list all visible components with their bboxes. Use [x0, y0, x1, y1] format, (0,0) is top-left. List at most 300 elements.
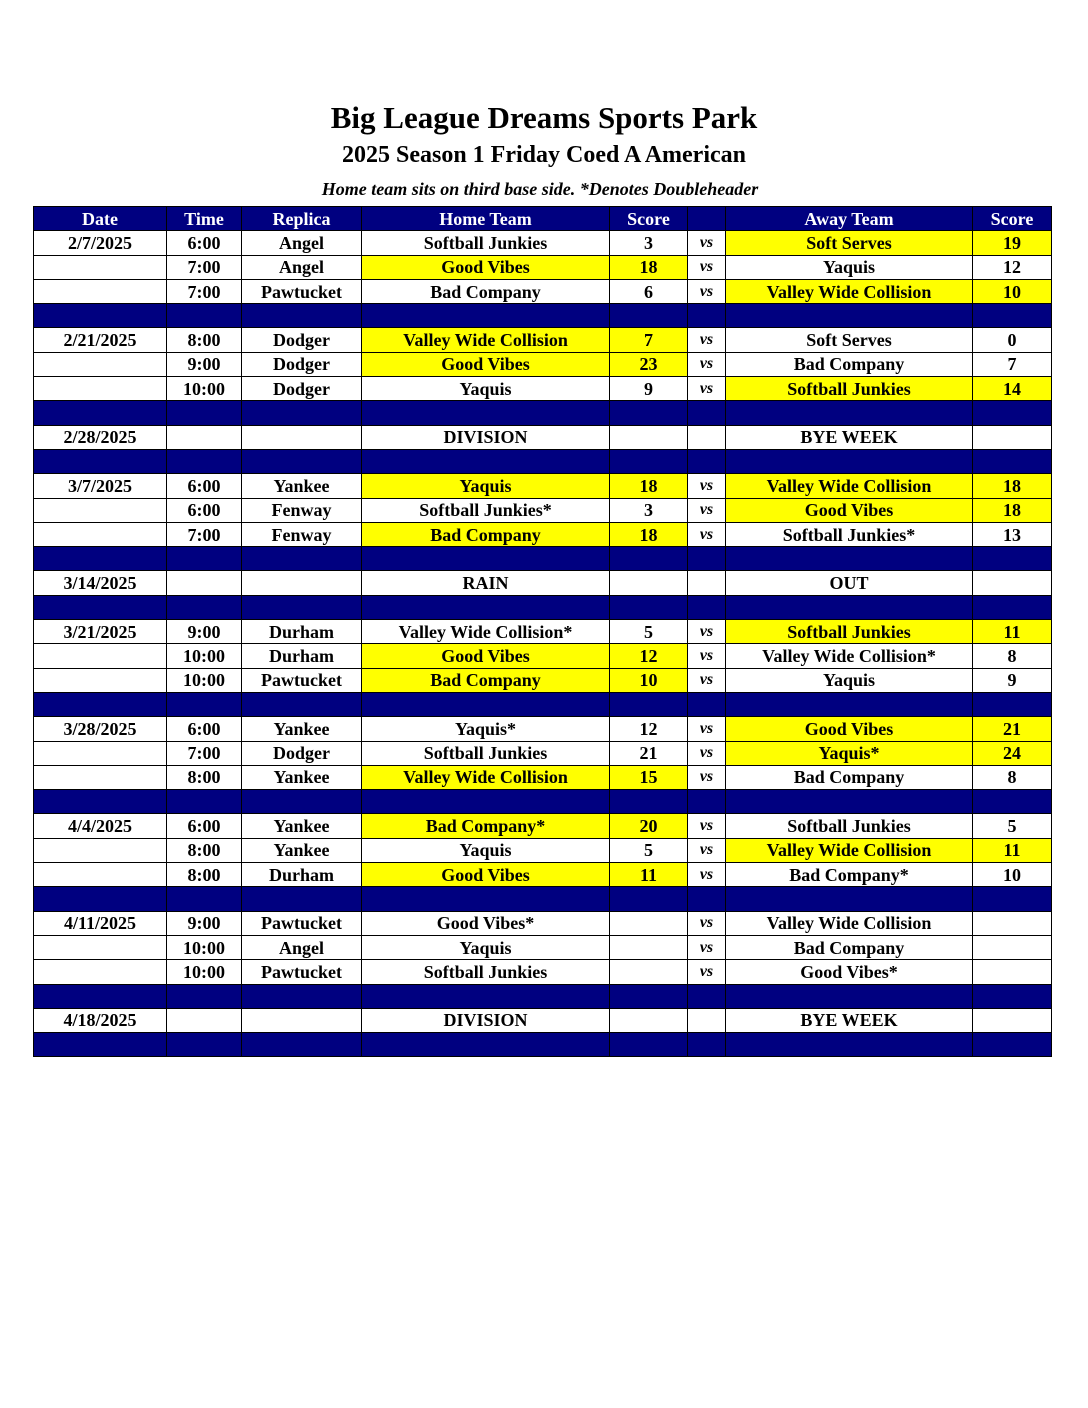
vs-cell	[688, 425, 726, 449]
separator-cell	[242, 692, 362, 716]
replica-cell: Angel	[242, 231, 362, 255]
separator-cell	[167, 595, 242, 619]
separator-cell	[34, 449, 167, 473]
date-cell: 4/11/2025	[34, 911, 167, 935]
replica-cell: Yankee	[242, 717, 362, 741]
away-team-cell: Soft Serves	[726, 231, 973, 255]
vs-cell: vs	[688, 328, 726, 352]
time-cell: 9:00	[167, 352, 242, 376]
vs-cell: vs	[688, 644, 726, 668]
away-team-cell: Yaquis	[726, 255, 973, 279]
separator-cell	[242, 547, 362, 571]
separator-cell	[167, 449, 242, 473]
home-score-cell: 12	[610, 717, 688, 741]
col-date: Date	[34, 207, 167, 231]
home-team-cell: Valley Wide Collision*	[362, 620, 610, 644]
date-cell: 2/28/2025	[34, 425, 167, 449]
home-team-cell: Bad Company	[362, 668, 610, 692]
away-score-cell: 18	[973, 474, 1052, 498]
separator-cell	[973, 1033, 1052, 1057]
separator-cell	[362, 547, 610, 571]
game-row	[34, 352, 1052, 376]
separator-cell	[167, 304, 242, 328]
away-team-cell: Yaquis	[726, 668, 973, 692]
away-score-cell: 18	[973, 498, 1052, 522]
away-score-cell	[973, 935, 1052, 959]
home-team-cell: Bad Company*	[362, 814, 610, 838]
away-score-cell: 7	[973, 352, 1052, 376]
separator-cell	[242, 401, 362, 425]
time-cell: 6:00	[167, 474, 242, 498]
date-cell: 4/18/2025	[34, 1008, 167, 1032]
separator-cell	[34, 984, 167, 1008]
separator-row	[34, 449, 1052, 473]
home-score-cell: 21	[610, 741, 688, 765]
home-team-cell: Good Vibes	[362, 352, 610, 376]
home-score-cell: 3	[610, 231, 688, 255]
separator-cell	[973, 595, 1052, 619]
game-row	[34, 668, 1052, 692]
replica-cell: Pawtucket	[242, 911, 362, 935]
home-team-cell: Softball Junkies	[362, 741, 610, 765]
replica-cell	[242, 425, 362, 449]
game-row	[34, 498, 1052, 522]
separator-cell	[726, 790, 973, 814]
game-row	[34, 377, 1052, 401]
home-team-cell: Yaquis	[362, 935, 610, 959]
vs-cell: vs	[688, 352, 726, 376]
date-cell	[34, 863, 167, 887]
home-score-cell: 9	[610, 377, 688, 401]
time-cell: 10:00	[167, 644, 242, 668]
separator-cell	[726, 401, 973, 425]
game-row	[34, 960, 1052, 984]
away-team-cell: Bad Company	[726, 765, 973, 789]
game-row	[34, 279, 1052, 303]
home-score-cell: 15	[610, 765, 688, 789]
game-row	[34, 644, 1052, 668]
away-team-cell: Valley Wide Collision	[726, 911, 973, 935]
time-cell	[167, 571, 242, 595]
time-cell: 6:00	[167, 231, 242, 255]
separator-cell	[362, 304, 610, 328]
vs-cell: vs	[688, 863, 726, 887]
away-team-cell: Softball Junkies*	[726, 522, 973, 546]
replica-cell: Dodger	[242, 377, 362, 401]
replica-cell: Dodger	[242, 352, 362, 376]
home-team-cell: Bad Company	[362, 279, 610, 303]
date-cell	[34, 522, 167, 546]
date-cell: 3/7/2025	[34, 474, 167, 498]
away-score-cell	[973, 425, 1052, 449]
separator-cell	[362, 401, 610, 425]
away-score-cell: 8	[973, 765, 1052, 789]
replica-cell: Angel	[242, 935, 362, 959]
page-title: Big League Dreams Sports Park	[330, 100, 758, 135]
separator-cell	[242, 984, 362, 1008]
home-score-cell	[610, 960, 688, 984]
away-score-cell	[973, 1008, 1052, 1032]
col-home-team: Home Team	[362, 207, 610, 231]
vs-cell: vs	[688, 668, 726, 692]
home-score-cell: 7	[610, 328, 688, 352]
away-team-cell: Bad Company	[726, 935, 973, 959]
home-team-cell: Yaquis	[362, 474, 610, 498]
away-team-cell: Good Vibes*	[726, 960, 973, 984]
separator-cell	[973, 984, 1052, 1008]
time-cell: 8:00	[167, 765, 242, 789]
separator-cell	[688, 790, 726, 814]
away-team-cell: Bad Company	[726, 352, 973, 376]
replica-cell: Fenway	[242, 498, 362, 522]
away-team-cell: Valley Wide Collision	[726, 279, 973, 303]
date-cell	[34, 352, 167, 376]
replica-cell: Dodger	[242, 328, 362, 352]
away-notice: OUT	[726, 571, 973, 595]
vs-cell: vs	[688, 741, 726, 765]
time-cell: 6:00	[167, 717, 242, 741]
vs-cell	[688, 1008, 726, 1032]
game-row	[34, 911, 1052, 935]
away-score-cell	[973, 571, 1052, 595]
separator-cell	[688, 304, 726, 328]
separator-cell	[362, 692, 610, 716]
away-team-cell: Good Vibes	[726, 498, 973, 522]
separator-cell	[167, 692, 242, 716]
date-cell	[34, 644, 167, 668]
away-score-cell: 14	[973, 377, 1052, 401]
home-team-cell: Good Vibes*	[362, 911, 610, 935]
separator-cell	[973, 449, 1052, 473]
home-score-cell: 5	[610, 838, 688, 862]
home-score-cell: 12	[610, 644, 688, 668]
separator-cell	[726, 887, 973, 911]
game-row	[34, 522, 1052, 546]
time-cell: 7:00	[167, 741, 242, 765]
separator-cell	[610, 790, 688, 814]
away-team-cell: Softball Junkies	[726, 814, 973, 838]
away-score-cell: 11	[973, 838, 1052, 862]
away-score-cell: 5	[973, 814, 1052, 838]
home-score-cell	[610, 571, 688, 595]
date-cell: 3/28/2025	[34, 717, 167, 741]
away-team-cell: Soft Serves	[726, 328, 973, 352]
separator-cell	[167, 887, 242, 911]
replica-cell: Yankee	[242, 474, 362, 498]
game-row	[34, 328, 1052, 352]
separator-cell	[34, 401, 167, 425]
vs-cell: vs	[688, 474, 726, 498]
separator-cell	[610, 1033, 688, 1057]
replica-cell: Yankee	[242, 838, 362, 862]
game-row	[34, 935, 1052, 959]
vs-cell: vs	[688, 717, 726, 741]
separator-row	[34, 887, 1052, 911]
separator-cell	[167, 790, 242, 814]
notice-row	[34, 425, 1052, 449]
home-score-cell: 23	[610, 352, 688, 376]
home-score-cell: 18	[610, 255, 688, 279]
separator-cell	[34, 887, 167, 911]
time-cell: 6:00	[167, 814, 242, 838]
away-score-cell: 10	[973, 279, 1052, 303]
time-cell: 10:00	[167, 668, 242, 692]
separator-cell	[167, 1033, 242, 1057]
time-cell: 10:00	[167, 935, 242, 959]
away-team-cell: Yaquis*	[726, 741, 973, 765]
away-team-cell: Bad Company*	[726, 863, 973, 887]
separator-cell	[726, 304, 973, 328]
separator-cell	[973, 401, 1052, 425]
separator-cell	[726, 692, 973, 716]
away-notice: BYE WEEK	[726, 425, 973, 449]
separator-cell	[167, 984, 242, 1008]
vs-cell: vs	[688, 255, 726, 279]
home-team-cell: Valley Wide Collision	[362, 765, 610, 789]
separator-cell	[688, 595, 726, 619]
away-team-cell: Valley Wide Collision*	[726, 644, 973, 668]
separator-cell	[242, 595, 362, 619]
game-row	[34, 717, 1052, 741]
game-row	[34, 765, 1052, 789]
separator-cell	[688, 449, 726, 473]
away-team-cell: Valley Wide Collision	[726, 838, 973, 862]
replica-cell: Durham	[242, 620, 362, 644]
separator-cell	[34, 692, 167, 716]
date-cell: 3/21/2025	[34, 620, 167, 644]
separator-cell	[726, 984, 973, 1008]
time-cell: 6:00	[167, 498, 242, 522]
home-score-cell: 20	[610, 814, 688, 838]
separator-cell	[726, 547, 973, 571]
date-cell	[34, 377, 167, 401]
col-away-team: Away Team	[726, 207, 973, 231]
separator-cell	[242, 790, 362, 814]
separator-cell	[167, 547, 242, 571]
separator-row	[34, 790, 1052, 814]
date-cell	[34, 498, 167, 522]
home-team-cell: Good Vibes	[362, 644, 610, 668]
date-cell	[34, 765, 167, 789]
separator-row	[34, 1033, 1052, 1057]
home-notice: DIVISION	[362, 425, 610, 449]
game-row	[34, 741, 1052, 765]
vs-cell: vs	[688, 935, 726, 959]
separator-cell	[610, 304, 688, 328]
replica-cell: Pawtucket	[242, 960, 362, 984]
header-row	[34, 207, 1052, 231]
away-score-cell: 10	[973, 863, 1052, 887]
replica-cell: Durham	[242, 863, 362, 887]
separator-cell	[688, 547, 726, 571]
date-cell: 2/7/2025	[34, 231, 167, 255]
separator-row	[34, 304, 1052, 328]
date-cell: 2/21/2025	[34, 328, 167, 352]
away-team-cell: Good Vibes	[726, 717, 973, 741]
separator-cell	[242, 1033, 362, 1057]
col-home-score: Score	[610, 207, 688, 231]
separator-cell	[688, 984, 726, 1008]
away-score-cell: 8	[973, 644, 1052, 668]
game-row	[34, 814, 1052, 838]
away-score-cell: 13	[973, 522, 1052, 546]
time-cell	[167, 425, 242, 449]
time-cell: 8:00	[167, 863, 242, 887]
game-row	[34, 255, 1052, 279]
away-score-cell: 24	[973, 741, 1052, 765]
separator-cell	[726, 1033, 973, 1057]
separator-cell	[610, 984, 688, 1008]
home-score-cell	[610, 935, 688, 959]
replica-cell: Yankee	[242, 814, 362, 838]
home-notice: DIVISION	[362, 1008, 610, 1032]
away-notice: BYE WEEK	[726, 1008, 973, 1032]
home-score-cell	[610, 1008, 688, 1032]
vs-cell	[688, 571, 726, 595]
home-score-cell: 6	[610, 279, 688, 303]
away-team-cell: Softball Junkies	[726, 377, 973, 401]
replica-cell: Durham	[242, 644, 362, 668]
game-row	[34, 863, 1052, 887]
separator-cell	[610, 449, 688, 473]
vs-cell: vs	[688, 522, 726, 546]
vs-cell: vs	[688, 279, 726, 303]
date-cell	[34, 741, 167, 765]
separator-cell	[362, 887, 610, 911]
home-team-cell: Yaquis	[362, 838, 610, 862]
separator-cell	[610, 692, 688, 716]
date-cell	[34, 668, 167, 692]
separator-cell	[242, 304, 362, 328]
date-cell	[34, 279, 167, 303]
vs-cell: vs	[688, 960, 726, 984]
game-row	[34, 838, 1052, 862]
separator-cell	[688, 401, 726, 425]
separator-cell	[362, 1033, 610, 1057]
separator-row	[34, 547, 1052, 571]
date-cell	[34, 838, 167, 862]
separator-cell	[973, 304, 1052, 328]
away-score-cell: 9	[973, 668, 1052, 692]
separator-cell	[34, 1033, 167, 1057]
vs-cell: vs	[688, 620, 726, 644]
separator-cell	[610, 595, 688, 619]
col-replica: Replica	[242, 207, 362, 231]
col-away-score: Score	[973, 207, 1052, 231]
home-score-cell: 5	[610, 620, 688, 644]
schedule-table	[33, 206, 1052, 1057]
separator-cell	[688, 887, 726, 911]
replica-cell: Yankee	[242, 765, 362, 789]
home-score-cell	[610, 425, 688, 449]
time-cell: 8:00	[167, 328, 242, 352]
separator-row	[34, 984, 1052, 1008]
away-score-cell	[973, 960, 1052, 984]
replica-cell	[242, 571, 362, 595]
separator-cell	[167, 401, 242, 425]
home-team-cell: Good Vibes	[362, 255, 610, 279]
vs-cell: vs	[688, 838, 726, 862]
separator-row	[34, 401, 1052, 425]
separator-cell	[242, 887, 362, 911]
vs-cell: vs	[688, 765, 726, 789]
away-score-cell	[973, 911, 1052, 935]
replica-cell: Angel	[242, 255, 362, 279]
replica-cell: Pawtucket	[242, 279, 362, 303]
date-cell	[34, 255, 167, 279]
separator-cell	[688, 692, 726, 716]
separator-cell	[688, 1033, 726, 1057]
home-score-cell: 18	[610, 474, 688, 498]
game-row	[34, 231, 1052, 255]
game-row	[34, 620, 1052, 644]
time-cell: 9:00	[167, 620, 242, 644]
replica-cell: Pawtucket	[242, 668, 362, 692]
date-cell	[34, 960, 167, 984]
separator-row	[34, 692, 1052, 716]
separator-cell	[610, 547, 688, 571]
date-cell: 3/14/2025	[34, 571, 167, 595]
home-score-cell: 18	[610, 522, 688, 546]
time-cell	[167, 1008, 242, 1032]
time-cell: 10:00	[167, 960, 242, 984]
away-score-cell: 12	[973, 255, 1052, 279]
away-score-cell: 11	[973, 620, 1052, 644]
time-cell: 7:00	[167, 522, 242, 546]
vs-cell: vs	[688, 377, 726, 401]
date-cell	[34, 935, 167, 959]
away-team-cell: Valley Wide Collision	[726, 474, 973, 498]
home-team-cell: Good Vibes	[362, 863, 610, 887]
away-score-cell: 19	[973, 231, 1052, 255]
time-cell: 10:00	[167, 377, 242, 401]
vs-cell: vs	[688, 231, 726, 255]
home-score-cell	[610, 911, 688, 935]
separator-cell	[362, 984, 610, 1008]
away-score-cell: 21	[973, 717, 1052, 741]
separator-cell	[34, 304, 167, 328]
separator-cell	[362, 790, 610, 814]
vs-cell: vs	[688, 911, 726, 935]
replica-cell	[242, 1008, 362, 1032]
home-team-cell: Softball Junkies	[362, 960, 610, 984]
home-team-cell: Yaquis	[362, 377, 610, 401]
date-cell: 4/4/2025	[34, 814, 167, 838]
page-subtitle: 2025 Season 1 Friday Coed A American	[341, 142, 746, 168]
away-team-cell: Softball Junkies	[726, 620, 973, 644]
separator-cell	[610, 401, 688, 425]
separator-cell	[726, 449, 973, 473]
time-cell: 7:00	[167, 279, 242, 303]
separator-cell	[362, 449, 610, 473]
vs-cell: vs	[688, 498, 726, 522]
separator-cell	[34, 790, 167, 814]
home-team-cell: Bad Company	[362, 522, 610, 546]
replica-cell: Fenway	[242, 522, 362, 546]
notice-row	[34, 1008, 1052, 1032]
time-cell: 8:00	[167, 838, 242, 862]
separator-cell	[362, 595, 610, 619]
separator-cell	[973, 887, 1052, 911]
col-time: Time	[167, 207, 242, 231]
replica-cell: Dodger	[242, 741, 362, 765]
col-vs	[688, 207, 726, 231]
away-score-cell: 0	[973, 328, 1052, 352]
separator-cell	[973, 692, 1052, 716]
home-team-cell: Softball Junkies	[362, 231, 610, 255]
home-notice: RAIN	[362, 571, 610, 595]
home-team-cell: Softball Junkies*	[362, 498, 610, 522]
